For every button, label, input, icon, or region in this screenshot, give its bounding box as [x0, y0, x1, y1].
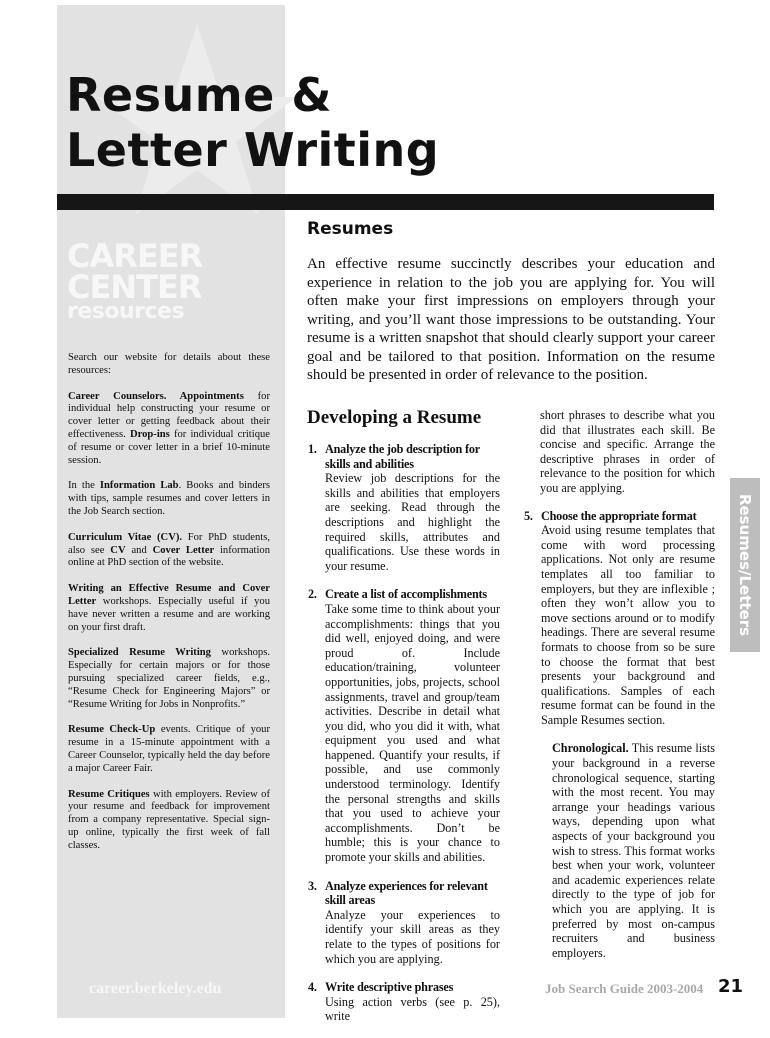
step-title: Choose the appropriate format: [541, 508, 697, 523]
page-title: [66, 68, 439, 178]
step-4-continued: short phrases to describe what you did that illustrates each skill. Be concise and specific. Arrange the descriptive phrases in order of relevance to the position for which you are applying.: [540, 408, 715, 495]
resumes-intro: An effective resume succinctly describes your education and experience in relation to the job you are applying for. You will often make your first impressions on employers through your writing, and you’ll want those impressions to be outstanding. Your resume is a written snapshot that should clearly support your career goal and be tailored to that position. Information on the resume should be presented in order of relevance to the position.: [307, 256, 715, 383]
chronological-format: Chronological. This resume lists your background in a reverse chronological sequence, starting with the most recent. You may arrange your headings various ways, depending upon what aspects of your background you wish to stress. This format works best when your work, volunteer and academic experiences relate directly to the type of job for which you are applying. It is preferred by most on-campus recruiters and business employers.: [552, 741, 715, 960]
resource-specialized-writing: Specialized Resume Writing workshops. Especially for certain majors or for those pursuing specialized career fields, e.g., “Resume Check for Engineering Majors” or “Resume Writing for Jobs in Nonprofits.”: [68, 647, 270, 710]
resource-writing-workshops: Writing an Effective Resume and Cover Letter workshops. Especially useful if you have never written a resume and are working on your first draft.: [68, 583, 270, 633]
step-body: Using action verbs (see p. 25), write: [325, 994, 500, 1024]
page-number: 21: [718, 976, 744, 997]
brand-line-2: CENTER: [67, 268, 202, 306]
step-item: 4. Write descriptive phrases Using action verbs (see p. 25), write: [308, 980, 500, 1024]
resource-critiques: Resume Critiques with employers. Review of your resume and feedback for improvement from a company representative. Special sign-up online, typically the first week of fall classes.: [68, 788, 270, 851]
step-title: Analyze experiences for relevant skill areas: [325, 878, 488, 908]
brand-line-1: CAREER: [67, 237, 203, 275]
title-line-1: Resume &: [66, 68, 333, 122]
sidebar-resources: [68, 352, 270, 866]
step-item: 2. Create a list of accomplishments Take some time to think about your accomplishments: things that you did well, enjoyed doing, and were proud of. Include education/training, volunteer opportunities, jobs, projects, school assignments, travel and group/team activities. Describe in detail what you did, who you did it with, what equipment you used and what happened. Quantify your results, if possible, and use commonly understood terminology. Identify the personal strengths and skills that you used to achieve your accomplishments. Don’t be humble; this is your chance to promote your skills and abilities.: [308, 587, 500, 865]
step-body: Analyze your experiences to identify your skill areas as they relate to the types of positions for which you are applying.: [325, 907, 500, 966]
step-body: Take some time to think about your accomplishments: things that you did well, enjoyed doing, and were proud of. Include education/training, volunteer opportunities, jobs, projects, school assignments, travel and group/team activities. Describe in detail what you did, who you did it with, what equipment you used and what happened. Quantify your results, if possible, and use commonly understood terminology. Identify the personal strengths and skills that you used to achieve your accomplishments. Don’t be humble; this is your chance to promote your skills and abilities.: [325, 601, 500, 865]
step-title: Create a list of accomplishments: [325, 587, 487, 602]
steps-column-1: [308, 442, 500, 1038]
resource-cv: Curriculum Vitae (CV). For PhD students, also see CV and Cover Letter information online at PhD section of the website.: [68, 531, 271, 569]
step-item: 1. Analyze the job description for skills and abilities Review job descriptions for the skills and abilities that employers are seeking. Read through the descriptions and highlight the required skills, attributes and qualifications. Use these words in your resume.: [308, 442, 500, 573]
resource-counselors: Career Counselors. Appointments for individual help constructing your resume or cover letter or getting feedback about their effectiveness. Drop-ins for individual critique of resume or cover letter in a brief 10-minute session.: [68, 390, 270, 466]
step-body: Review job descriptions for the skills and abilities that employers are seeking. Read through the descriptions and highlight the required skills, attributes and qualifications. Use these words in your resume.: [325, 471, 500, 573]
title-line-2: Letter Writing: [66, 123, 440, 177]
title-divider-bar: [57, 194, 714, 210]
step-body: Avoid using resume templates that come with word processing applications. Not only are resume templates all too familiar to employers, but they are inflexible ; often they won’t allow you to move sections around or to modify headings. There are several resume formats to choose from so be sure to choose the format that best presents your background and qualifications. Samples of each resume format can be found in the Sample Resumes section.: [541, 523, 715, 727]
resumes-heading: Resumes: [307, 219, 394, 239]
section-tab: [730, 478, 760, 652]
step-item: 5. Choose the appropriate format Avoid using resume templates that come with word processing applications. Not only are resume templates all too familiar to employers, but they are inflexible ; often they won’t allow you to move sections around or to modify headings. There are several resume formats to choose from so be sure to choose the format that best presents your background and qualifications. Samples of each resume format can be found in the Sample Resumes section.: [524, 508, 715, 727]
website-url: career.berkeley.edu: [89, 980, 222, 997]
section-tab-label: Resumes/Letters: [736, 493, 754, 637]
steps-column-2: [524, 408, 715, 960]
resource-check-up: Resume Check-Up events. Critique of your resume in a 15-minute appointment with a Career Counselor, typically held the day before a major Career Fair.: [68, 724, 270, 774]
sidebar-intro: Search our website for details about these resources:: [68, 352, 270, 376]
career-center-logo: [67, 237, 203, 324]
brand-line-3: resources: [67, 299, 185, 324]
step-title: Analyze the job description for skills and abilities: [325, 442, 480, 471]
step-item: 3. Analyze experiences for relevant skill areas Analyze your experiences to identify your skill areas as they relate to the types of positions for which you are applying.: [308, 878, 500, 966]
resource-information-lab: In the Information Lab. Books and binders with tips, sample resumes and cover letters in the Job Search section.: [68, 480, 270, 517]
footer-guide-title: Job Search Guide 2003-2004: [545, 981, 704, 996]
developing-resume-heading: Developing a Resume: [307, 407, 482, 428]
step-title: Write descriptive phrases: [325, 980, 454, 995]
